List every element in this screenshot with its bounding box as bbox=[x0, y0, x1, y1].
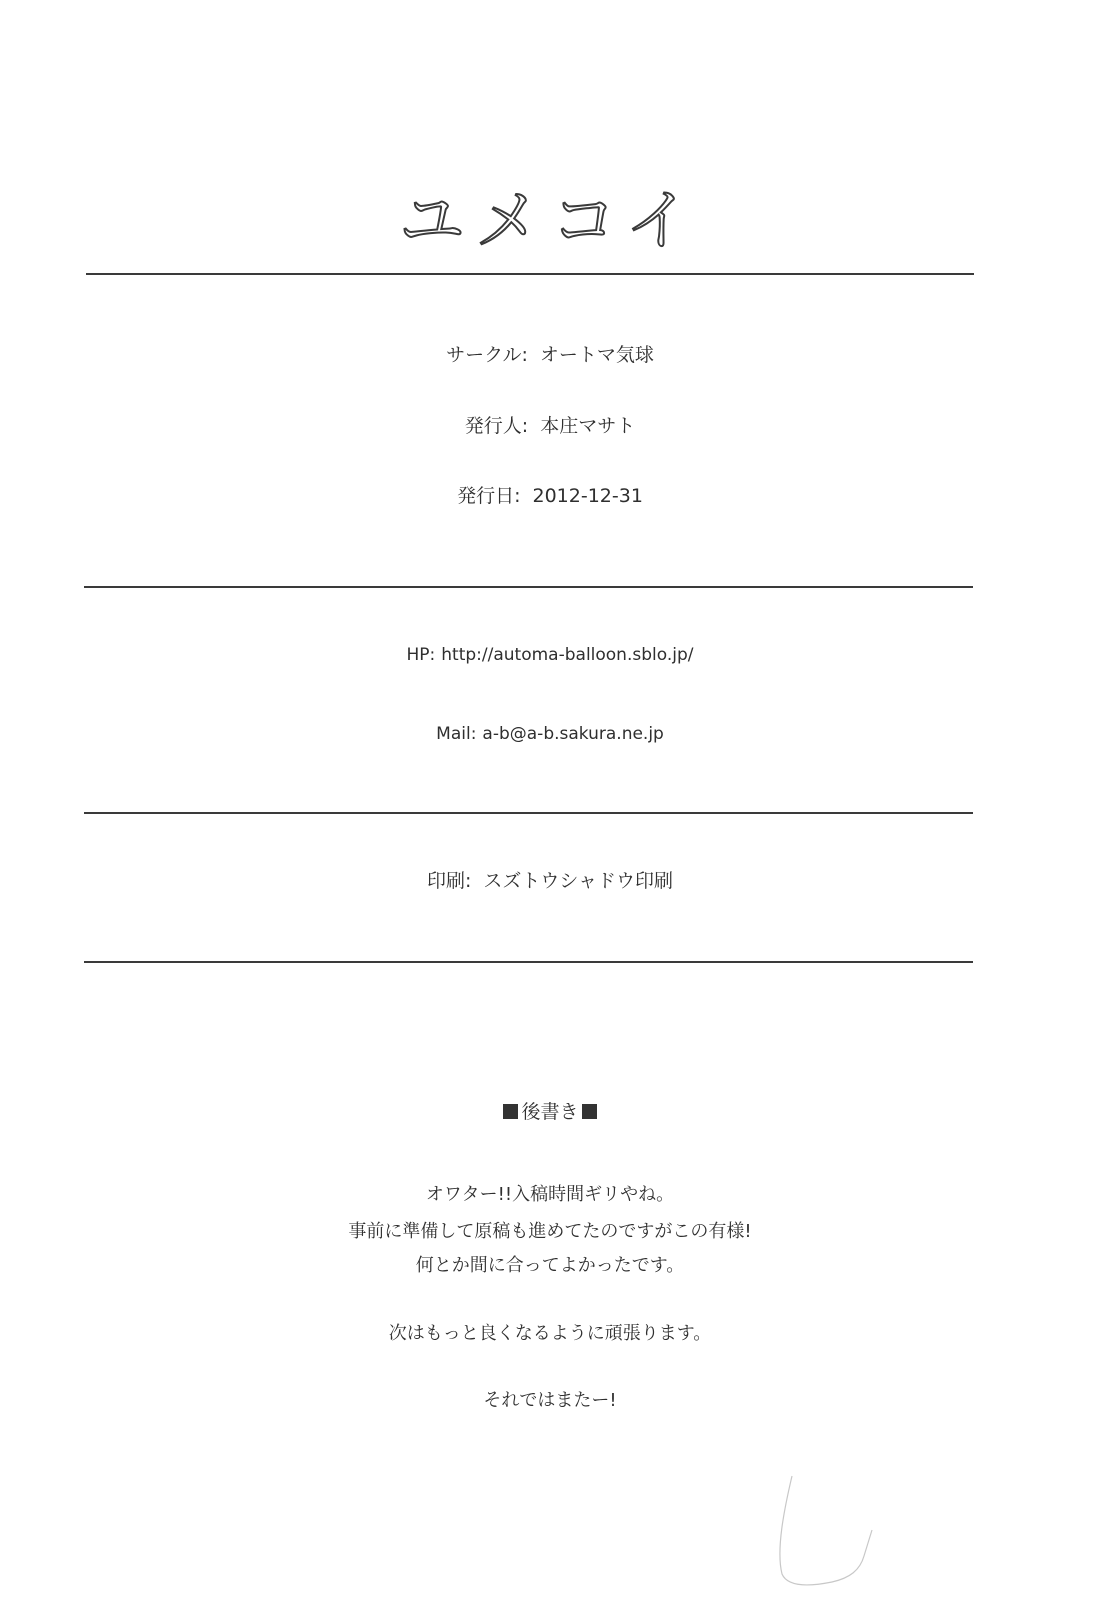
homepage-label: HP: bbox=[406, 645, 436, 665]
mail-address: a-b@a-b.sakura.ne.jp bbox=[482, 724, 664, 744]
publisher-row bbox=[0, 411, 1100, 438]
publisher-value: 本庄マサト bbox=[540, 415, 636, 437]
afterword-line: 次はもっと良くなるように頑張ります。 bbox=[388, 1323, 712, 1344]
publisher-label: 発行人: bbox=[464, 415, 529, 437]
divider-bottom bbox=[84, 961, 973, 963]
pencil-scribble-icon bbox=[760, 1470, 880, 1590]
circle-value: オートマ気球 bbox=[539, 344, 654, 366]
afterword-heading bbox=[0, 1097, 1100, 1124]
afterword-line: それではまたー! bbox=[483, 1390, 617, 1411]
mail-label: Mail: bbox=[436, 724, 477, 744]
afterword-line: オワター!!入稿時間ギリやね。 bbox=[425, 1184, 675, 1205]
publish-date-label: 発行日: bbox=[457, 485, 521, 507]
mail-row bbox=[0, 724, 1100, 744]
homepage-url: http://automa-balloon.sblo.jp/ bbox=[441, 645, 694, 665]
divider-top bbox=[86, 273, 974, 275]
afterword-line: 何とか間に合ってよかったです。 bbox=[415, 1255, 685, 1276]
divider-info bbox=[84, 586, 973, 588]
printer-row bbox=[0, 866, 1100, 893]
title-block bbox=[0, 182, 1100, 259]
printer-value: スズトウシャドウ印刷 bbox=[483, 870, 674, 892]
afterword-line: 事前に準備して原稿も進めてたのですがこの有様! bbox=[348, 1221, 752, 1242]
afterword-heading-text: 後書き bbox=[521, 1101, 579, 1123]
publish-date-row bbox=[0, 481, 1100, 508]
homepage-row bbox=[0, 645, 1100, 665]
publish-date-value: 2012-12-31 bbox=[532, 485, 643, 507]
divider-contact bbox=[84, 812, 973, 814]
square-bullet-icon bbox=[582, 1104, 597, 1119]
printer-label: 印刷: bbox=[426, 870, 472, 892]
circle-label: サークル: bbox=[446, 344, 528, 366]
square-bullet-icon bbox=[503, 1104, 518, 1119]
book-title: ユメコイ bbox=[398, 182, 702, 259]
circle-row bbox=[0, 340, 1100, 367]
